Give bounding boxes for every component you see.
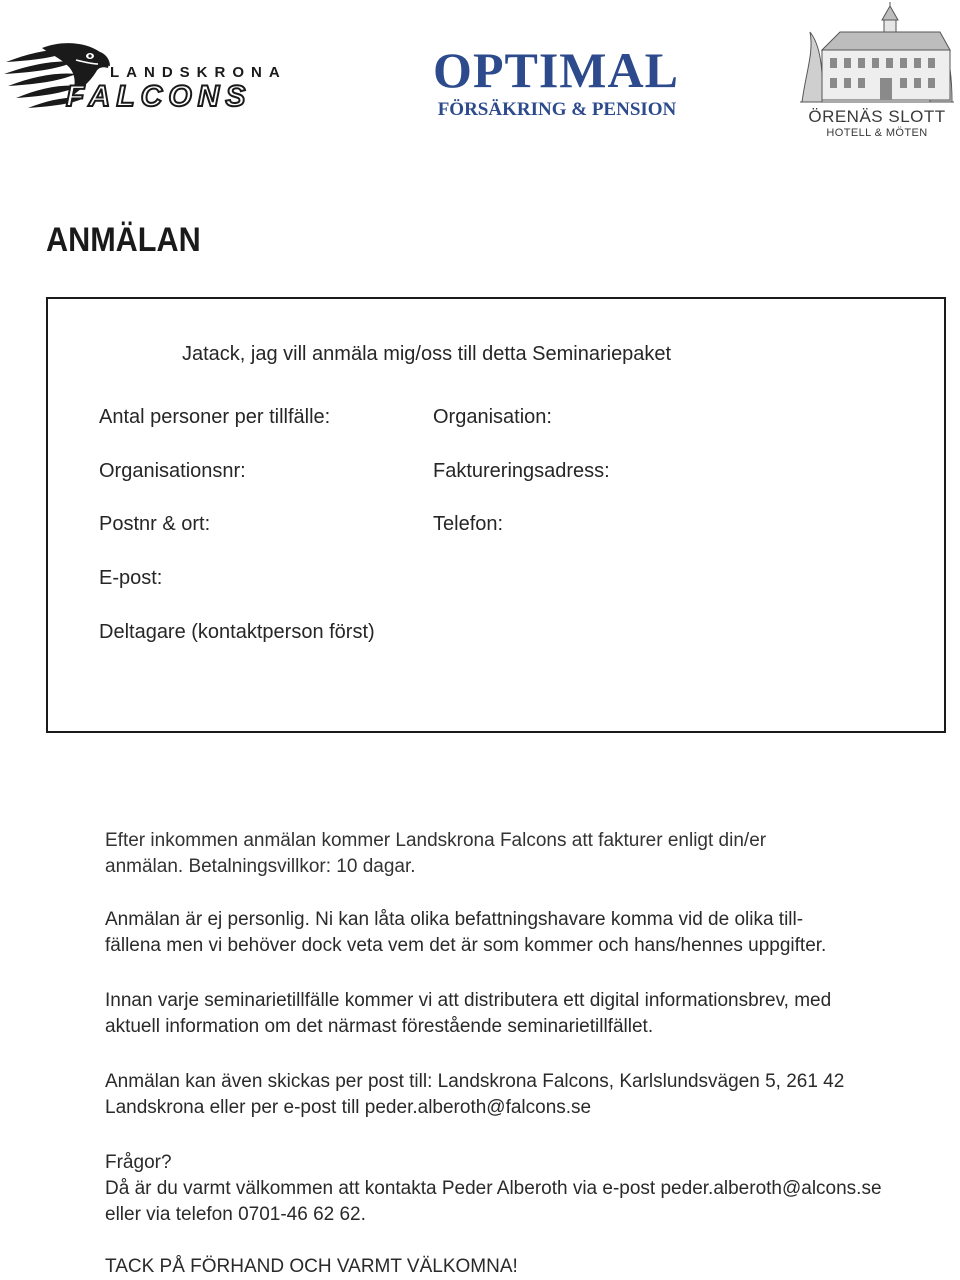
info-line: aktuell information om det närmast förestående seminarietillfället. <box>105 1016 654 1037</box>
info-not-personal <box>105 907 955 959</box>
info-line: Innan varje seminarietillfälle kommer vi att distributera ett digital informationsbrev, med <box>105 990 832 1011</box>
optimal-logo <box>432 44 684 124</box>
orenas-subtitle: HOTELL & MÖTEN <box>826 127 928 139</box>
info-line: fällena men vi behöver dock veta vem det är som kommer och hans/hennes uppgifter. <box>105 935 827 956</box>
info-line: Anmälan kan även skickas per post till: Landskrona Falcons, Karlslundsvägen 5, 261 42 <box>105 1071 845 1092</box>
field-label-faktureringsadress: Faktureringsadress: <box>433 460 610 482</box>
field-label-deltagare: Deltagare (kontaktperson först) <box>99 621 375 643</box>
form-intro: Jatack, jag vill anmäla mig/oss till detta Seminariepaket <box>182 343 672 365</box>
info-line: anmälan. Betalningsvillkor: 10 dagar. <box>105 856 416 877</box>
field-label-antal-personer: Antal personer per tillfälle: <box>99 406 331 428</box>
info-invoicing <box>105 828 955 880</box>
page-title: ANMÄLAN <box>46 221 201 259</box>
info-line: Anmälan är ej personlig. Ni kan låta olika befattningshavare komma vid de olika till- <box>105 909 804 930</box>
info-line: Då är du varmt välkommen att kontakta Peder Alberoth via e-post peder.alberoth@alcons.se <box>105 1178 882 1199</box>
info-postal <box>105 1069 955 1121</box>
castle-sketch-icon <box>800 2 954 106</box>
optimal-wordmark: OPTIMAL <box>433 42 679 98</box>
field-label-postnr-ort: Postnr & ort: <box>99 513 211 535</box>
info-line: Frågor? <box>105 1152 172 1173</box>
info-line: Landskrona eller per e-post till peder.alberoth@falcons.se <box>105 1097 592 1118</box>
closing-line: TACK PÅ FÖRHAND OCH VARMT VÄLKOMNA! <box>105 1256 518 1277</box>
info-questions <box>105 1150 955 1228</box>
falcons-top-word: LANDSKRONA <box>110 64 287 81</box>
landskrona-falcons-logo <box>2 38 327 114</box>
field-label-organisation: Organisation: <box>433 406 552 428</box>
info-line: Efter inkommen anmälan kommer Landskrona Falcons att fakturer enligt din/er <box>105 830 767 851</box>
field-label-epost: E-post: <box>99 567 163 589</box>
orenas-slott-logo <box>796 2 958 142</box>
optimal-subtitle: FÖRSÄKRING & PENSION <box>437 99 677 120</box>
info-newsletter <box>105 988 955 1040</box>
field-label-telefon: Telefon: <box>433 513 504 535</box>
orenas-name: ÖRENÄS SLOTT <box>808 107 946 126</box>
info-line: eller via telefon 0701-46 62 62. <box>105 1204 366 1225</box>
field-label-organisationsnr: Organisationsnr: <box>99 460 246 482</box>
falcons-bottom-word: FALCONS <box>66 80 252 113</box>
